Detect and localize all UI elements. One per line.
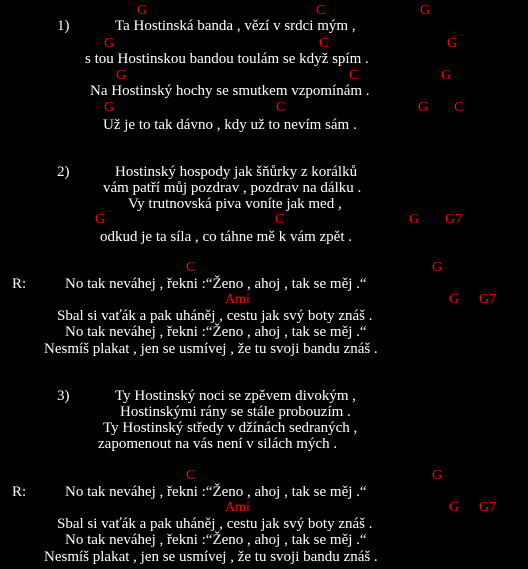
chord: G: [95, 212, 106, 227]
chord: C: [276, 100, 286, 115]
chord: G: [104, 100, 115, 115]
chord: G7: [479, 292, 497, 307]
chord: G: [116, 68, 127, 83]
chord: C: [316, 3, 326, 18]
chord: G: [137, 3, 148, 18]
chord: G: [432, 260, 443, 275]
chord: Ami: [225, 292, 250, 307]
lyric-line: Sbal si vaťák a pak uháněj , cestu jak svý boty znáš .: [57, 308, 373, 324]
lyric-line: odkud je ta síla , co táhne mě k vám zpět .: [100, 229, 353, 245]
lyric-line: No tak neváhej , řekni :“Ženo , ahoj , tak se měj .“: [65, 532, 367, 548]
chord: G: [449, 500, 460, 515]
chord: G: [432, 468, 443, 483]
lyric-line: No tak neváhej , řekni :“Ženo , ahoj , tak se měj .“: [65, 276, 367, 292]
lyric-line: No tak neváhej , řekni :“Ženo , ahoj , tak se měj .“: [65, 324, 367, 340]
chord: G: [449, 292, 460, 307]
chord: G: [447, 36, 458, 51]
chord: C: [319, 36, 329, 51]
refrain-label: R:: [12, 484, 27, 500]
lyric-line: vám patří můj pozdrav , pozdrav na dálku .: [103, 180, 362, 196]
chord: C: [454, 100, 464, 115]
lyric-line: Vy trutnovská piva voníte jak med ,: [128, 196, 342, 212]
lyric-line: No tak neváhej , řekni :“Ženo , ahoj , tak se měj .“: [65, 484, 367, 500]
chord: C: [186, 260, 196, 275]
lyric-line: Ty Hostinský středy v džínách sedraných ,: [103, 420, 358, 436]
lyric-line: Sbal si vaťák a pak uháněj , cestu jak svý boty znáš .: [57, 516, 373, 532]
chord: C: [349, 68, 359, 83]
verse-number: 3): [57, 388, 70, 404]
chord: G7: [479, 500, 497, 515]
chord: C: [186, 468, 196, 483]
lyric-line: Hostinský hospody jak šňůrky z korálků: [115, 164, 358, 180]
verse-number: 2): [57, 164, 70, 180]
chord: G: [441, 68, 452, 83]
refrain-label: R:: [12, 276, 27, 292]
lyric-line: zapomenout na vás není v silách mých .: [98, 436, 338, 452]
chord: G: [418, 100, 429, 115]
chord: C: [275, 212, 285, 227]
chord: G: [409, 212, 420, 227]
lyric-line: Nesmíš plakat , jen se usmívej , že tu svoji bandu znáš .: [44, 549, 378, 565]
lyric-line: Už je to tak dávno , kdy už to nevím sám .: [103, 117, 357, 133]
chord: Ami: [225, 500, 250, 515]
chord: G: [104, 36, 115, 51]
verse-number: 1): [57, 18, 70, 34]
lyric-line: Nesmíš plakat , jen se usmívej , že tu svoji bandu znáš .: [44, 341, 378, 357]
lyric-line: Ta Hostinská banda , vězí v srdci mým ,: [115, 18, 356, 34]
lyric-line: Hostinskými rány se stále probouzím .: [120, 404, 351, 420]
chord: G7: [445, 212, 463, 227]
lyric-line: s tou Hostinskou bandou toulám se když spím .: [85, 51, 369, 67]
lyric-line: Ty Hostinský noci se zpěvem divokým ,: [115, 388, 357, 404]
lyric-line: Na Hostinský hochy se smutkem vzpomínám .: [90, 83, 370, 99]
chord: G: [420, 3, 431, 18]
